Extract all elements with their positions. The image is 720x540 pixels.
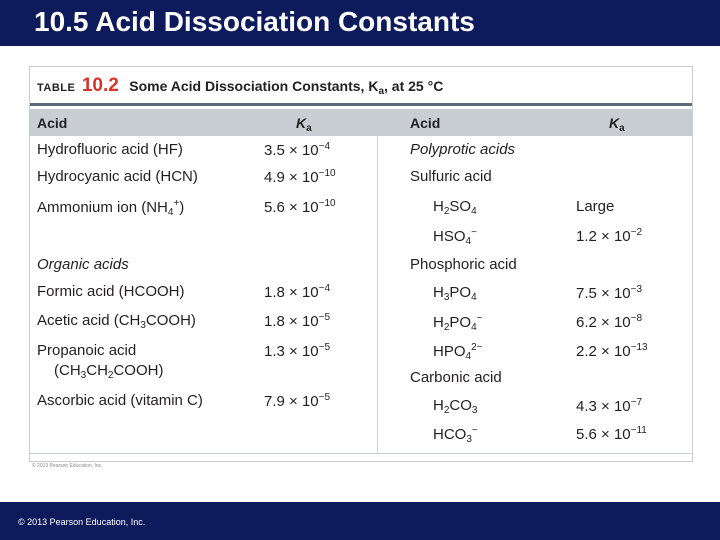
acid-name: Carbonic acid — [410, 369, 502, 386]
header-acid-left: Acid — [37, 115, 68, 131]
acid-formula: $HCO_3^-$ — [433, 425, 478, 445]
group-label-organic: Organic acids — [37, 256, 129, 273]
acid-name: Acetic acid $(CH_3COOH)$ — [37, 312, 196, 331]
acid-formula: $H_2CO_3$ — [433, 397, 478, 416]
column-divider — [377, 136, 378, 454]
column-header-row — [30, 109, 692, 136]
ka-value: $5.6 \times 10^{-11}$ — [576, 425, 647, 443]
footer-copyright: © 2013 Pearson Education, Inc. — [18, 517, 146, 527]
ka-value: $2.2 \times 10^{-13}$ — [576, 342, 648, 360]
ka-value: $7.5 \times 10^{-3}$ — [576, 284, 643, 302]
acid-name: Hydrofluoric acid (HF) — [37, 141, 183, 158]
group-label-polyprotic: Polyprotic acids — [410, 141, 516, 158]
table-bottom-rule — [30, 453, 692, 454]
ka-value: Large — [576, 198, 615, 215]
ka-value: $3.5 \times 10^{-4}$ — [264, 141, 331, 159]
ka-value: $7.9 \times 10^{-5}$ — [264, 392, 331, 410]
ka-value: $1.2 \times 10^{-2}$ — [576, 227, 643, 245]
ka-value: $6.2 \times 10^{-8}$ — [576, 313, 643, 331]
table-credit: © 2013 Pearson Education, Inc. — [32, 463, 103, 469]
header-acid-right: Acid — [410, 115, 441, 131]
ka-value: $5.6 \times 10^{-10}$ — [264, 198, 336, 216]
table-caption — [37, 75, 443, 97]
ka-value: $1.8 \times 10^{-4}$ — [264, 283, 331, 301]
ka-value: $4.3 \times 10^{-7}$ — [576, 397, 643, 415]
ka-value: $1.3 \times 10^{-5}$ — [264, 342, 331, 360]
acid-name: Formic acid (HCOOH) — [37, 283, 185, 300]
acid-formula: $HPO_4^{2-}$ — [433, 342, 483, 362]
slide-title: 10.5 Acid Dissociation Constants — [34, 6, 475, 37]
acid-formula: $H_2SO_4$ — [433, 198, 477, 217]
footer-bar — [0, 502, 720, 540]
ka-value: $4.9 \times 10^{-10}$ — [264, 168, 336, 186]
header-ka-left: $K_a$ — [296, 115, 312, 134]
acid-name-continued: $(CH_3CH_2COOH)$ — [54, 362, 164, 381]
caption-word: TABLE — [37, 82, 76, 94]
acid-name: Hydrocyanic acid (HCN) — [37, 168, 198, 185]
caption-rule — [30, 103, 692, 106]
ka-value: $1.8 \times 10^{-5}$ — [264, 312, 331, 330]
acid-name: Ammonium ion $(NH_4^+)$ — [37, 198, 185, 218]
acid-table — [29, 66, 693, 469]
caption-text: Some Acid Dissociation Constants, $K_a$, at 25 °C — [129, 78, 444, 97]
acid-formula: $H_2PO_4^-$ — [433, 313, 483, 333]
title-bar — [0, 0, 720, 46]
acid-name: Phosphoric acid — [410, 256, 517, 273]
acid-formula: $H_3PO_4$ — [433, 284, 477, 303]
caption-number: 10.2 — [81, 75, 119, 96]
acid-name: Sulfuric acid — [410, 168, 492, 185]
acid-formula: $HSO_4^-$ — [433, 227, 477, 247]
acid-name: Propanoic acid — [37, 342, 137, 359]
header-ka-right: $K_a$ — [609, 115, 625, 134]
acid-name: Ascorbic acid (vitamin C) — [37, 392, 203, 409]
